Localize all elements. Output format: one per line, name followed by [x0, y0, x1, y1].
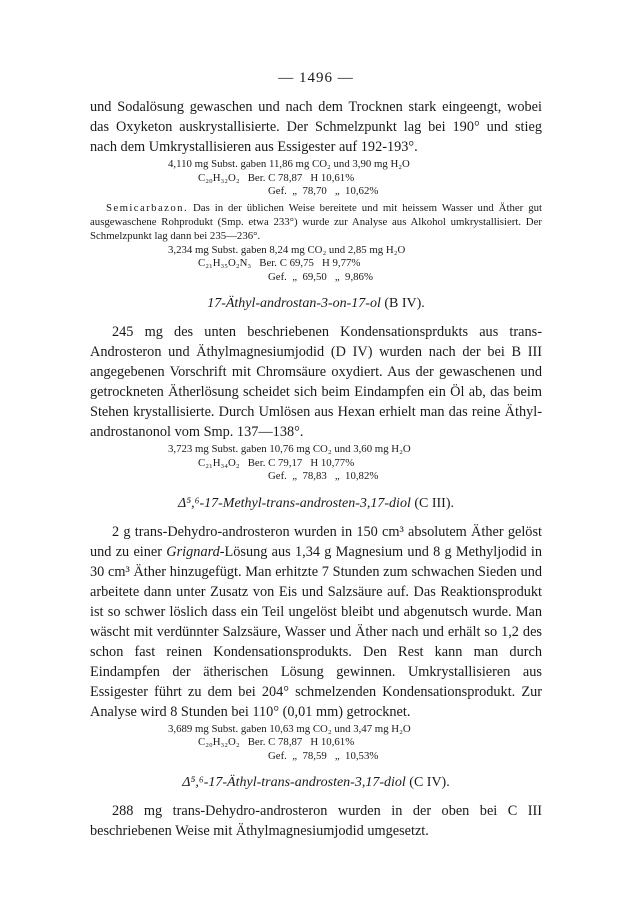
paragraph-3-b: -Lösung aus 1,34 g Magnesium und 8 g Methyljodid in 30 cm³ Äther hinzugefügt. Man erhitzte 7 Stunden zum schwachen Sieden und arbeitete dann unter Zusatz von Eis und Salzsäure auf. Das Reaktionsprodukt ist so schwer löslich dass ein Teil ungelöst bleibt und abgenutsch wurde. Man wäscht mit verdünnter Salzsäure, Wasser und Äther nach und erhält so 1,2 des schon fast reinen Kondensationsprodukts. Den Rest kann man durch Eindampfen der ätherischen Lösung gewinnen. Umkrystallisieren aus Essigester führt zu dem bei 204° schmelzenden Kondensationsprodukt. Zur Analyse wird 8 Stunden bei 110° (0,01 mm) getrocknet.	[90, 543, 542, 720]
analysis-1-calc	[198, 172, 542, 186]
semicarbazon-paragraph	[90, 201, 542, 243]
semicarbazon-label: Semicarbazon.	[106, 201, 189, 214]
paragraph-1: und Sodalösung gewaschen und nach dem Trocknen stark eingeengt, wobei das Oxyketon auskrystallisierte. Der Schmelzpunkt lag bei 190° und stieg nach dem Umkrystallisieren aus Essigester auf 192-193°.	[90, 99, 542, 155]
analysis-1-gef: Gef. „ 78,70 „ 10,62%	[268, 185, 379, 197]
analysis-3-calc	[198, 457, 542, 471]
analysis-3-measured: 3,723 mg Subst. gaben 10,76 mg CO₂ und 3,60 mg H₂O	[168, 443, 411, 455]
analysis-1-formula: C₂₀H₃₂O₂	[198, 171, 240, 184]
section-heading-b-iv	[90, 296, 542, 312]
analysis-1-ber: Ber. C 78,87 H 10,61%	[247, 171, 355, 184]
analysis-2-gef: Gef. „ 69,50 „ 9,86%	[268, 270, 373, 283]
document-page	[90, 70, 542, 841]
grignard-term: Grignard	[166, 543, 220, 560]
analysis-3-gef: Gef. „ 78,83 „ 10,82%	[268, 470, 379, 482]
analysis-4	[168, 723, 542, 764]
paragraph-2: 245 mg des unten beschriebenen Kondensationsprdukts aus trans-Androsteron und Äthylmagnesiumjodid (D IV) wurden nach der bei B III angegebenen Vorschrift mit Chromsäure oxydiert. Aus der gewaschenen und getrockneten Ätherlösung scheidet sich beim Eindampfen ein Öl ab, das beim Stehen krystallisierte. Durch Umlösen aus Hexan erhielt man das reine Äthyl-androstanonol vom Smp. 137—138°.	[90, 324, 542, 440]
page-number: — 1496 —	[278, 70, 354, 86]
analysis-2-calc	[198, 257, 542, 271]
analysis-3-formula: C₂₁H₃₄O₂	[198, 456, 240, 469]
analysis-4-measured: 3,689 mg Subst. gaben 10,63 mg CO₂ und 3,47 mg H₂O	[168, 722, 411, 735]
paragraph-3	[90, 522, 542, 722]
heading-b-iv-title: 17-Äthyl-androstan-3-on-17-ol	[207, 296, 381, 311]
section-heading-c-iv	[90, 775, 542, 791]
heading-c-iv-title: Δ⁵,⁶-17-Äthyl-trans-androsten-3,17-diol	[182, 775, 406, 790]
analysis-4-calc	[198, 736, 542, 750]
section-heading-c-iii	[90, 496, 542, 512]
heading-c-iv-ref: (C IV).	[409, 775, 450, 790]
heading-b-iv-ref: (B IV).	[384, 296, 425, 311]
analysis-2-measured: 3,234 mg Subst. gaben 8,24 mg CO₂ und 2,85 mg H₂O	[168, 243, 406, 256]
analysis-3-ber: Ber. C 79,17 H 10,77%	[247, 456, 355, 469]
analysis-2-ber: Ber. C 69,75 H 9,77%	[259, 257, 361, 269]
analysis-3	[168, 443, 542, 484]
paragraph-3-a: 2 g trans-Dehydro-androsteron wurden in 150 cm³ absolutem Äther gelöst und zu einer	[90, 523, 542, 560]
heading-c-iii-ref: (C III).	[414, 495, 454, 511]
heading-c-iii-title: Δ⁵,⁶-17-Methyl-trans-androsten-3,17-diol	[178, 495, 411, 511]
analysis-2-formula: C₂₁H₃₅O₂N₃	[198, 257, 252, 269]
analysis-4-gef: Gef. „ 78,59 „ 10,53%	[268, 749, 379, 762]
analysis-1	[168, 158, 542, 199]
analysis-4-formula: C₂₀H₃₂O₂	[198, 736, 240, 748]
semicarbazon-text: Das in der üblichen Weise bereitete und mit heissem Wasser und Äther gut ausgewaschene Rohprodukt (Smp. etwa 233°) wurde zur Analyse aus Alkohol umkrystallisiert. Der Schmelzpunkt lag dann bei 235—236°.	[90, 201, 542, 242]
analysis-1-measured: 4,110 mg Subst. gaben 11,86 mg CO₂ und 3,90 mg H₂O	[168, 158, 410, 170]
paragraph-4: 288 mg trans-Dehydro-androsteron wurden in der oben bei C III beschriebenen Weise mit Äthylmagnesiumjodid umgesetzt.	[90, 803, 542, 839]
analysis-2	[168, 244, 542, 285]
analysis-4-ber: Ber. C 78,87 H 10,61%	[247, 736, 355, 748]
